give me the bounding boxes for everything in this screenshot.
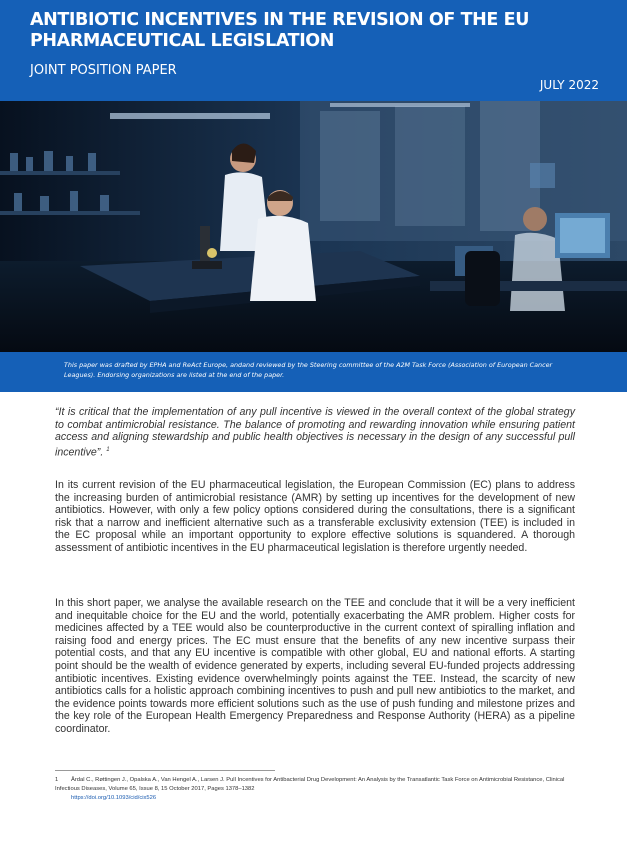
- body-paragraph: In this short paper, we analyse the available research on the TEE and conclude that it will be a very inefficient and inequitable choice for the EU and the world, potentially exacerbating the AMR problem. Higher costs for medicines affected by a TEE would also be counterproductive in the current context of spiralling inflation and raising food and energy prices. The EC must ensure that the benefits of any new incentive surpass their potential costs, and that any EU incentive is compatible with other global, EU and national efforts. A starting point should be the wealth of evidence generated by experts, including several EU-funded projects addressing antibiotic incentives. Existing evidence overwhelmingly points against the TEE. Instead, the scarcity of new antibiotics calls for a holistic approach combining incentives to push and pull new antibiotics to the market, and the evidence points towards more efficient solutions such as the use of push funding and milestone prizes and the key role of the European Health Emergency Preparedness and Response Authority (HERA) as a pipeline coordinator.: [55, 597, 575, 735]
- footnote-text: Årdal C., Røttingen J., Opalska A., Van Hengel A., Larsen J. Pull Incentives for Antibacterial Drug Development: An Analysis by the Transatlantic Task Force on Antimicrobial Resistance, Clinical Infectious Diseases, Volume 65, Issue 8, 15 October 2017, Pages 1378–1382: [55, 777, 565, 792]
- photo-caption: This paper was drafted by EPHA and ReAct Europe, andand reviewed by the Steering committee of the A2M Task Force (Association of European Cancer Leagues). Endorsing organizations are listed at the end of the paper.: [64, 361, 553, 379]
- footnote-reference[interactable]: 1: [106, 446, 110, 453]
- header-banner: [0, 0, 627, 101]
- document-date: JULY 2022: [539, 78, 599, 92]
- body-paragraph: In its current revision of the EU pharmaceutical legislation, the European Commission (EC) plans to address the increasing burden of antimicrobial resistance (AMR) by setting up incentives for the development of new antibiotics. However, with only a few policy options considered during the consultations, there is a significant risk that a narrow and inefficient alternative such as a transferable exclusivity extension (TEE) is included in the EC proposal while an important opportunity to explore effective solutions is squandered. A thorough assessment of antibiotic incentives in the EU pharmaceutical legislation is therefore urgently needed.: [55, 479, 575, 554]
- document-subtitle: JOINT POSITION PAPER: [30, 63, 177, 78]
- quote-text: “It is critical that the implementation of any pull incentive is viewed in the overall context of the global strategy to combat antimicrobial resistance. The balance of promoting and rewarding innovation while ensuring patient access and aligning stewardship and public health objectives is necessary in the design of any successful pull incentive”.: [55, 406, 575, 459]
- laboratory-photo: [0, 101, 627, 352]
- footnote: [55, 776, 575, 802]
- footnote-divider: [55, 770, 275, 771]
- document-title: ANTIBIOTIC INCENTIVES IN THE REVISION OF THE EU PHARMACEUTICAL LEGISLATION: [30, 10, 530, 51]
- opening-quote: [55, 406, 575, 459]
- footnote-link[interactable]: https://doi.org/10.1093/cid/cix526: [71, 794, 157, 801]
- footnote-number: 1: [55, 777, 59, 783]
